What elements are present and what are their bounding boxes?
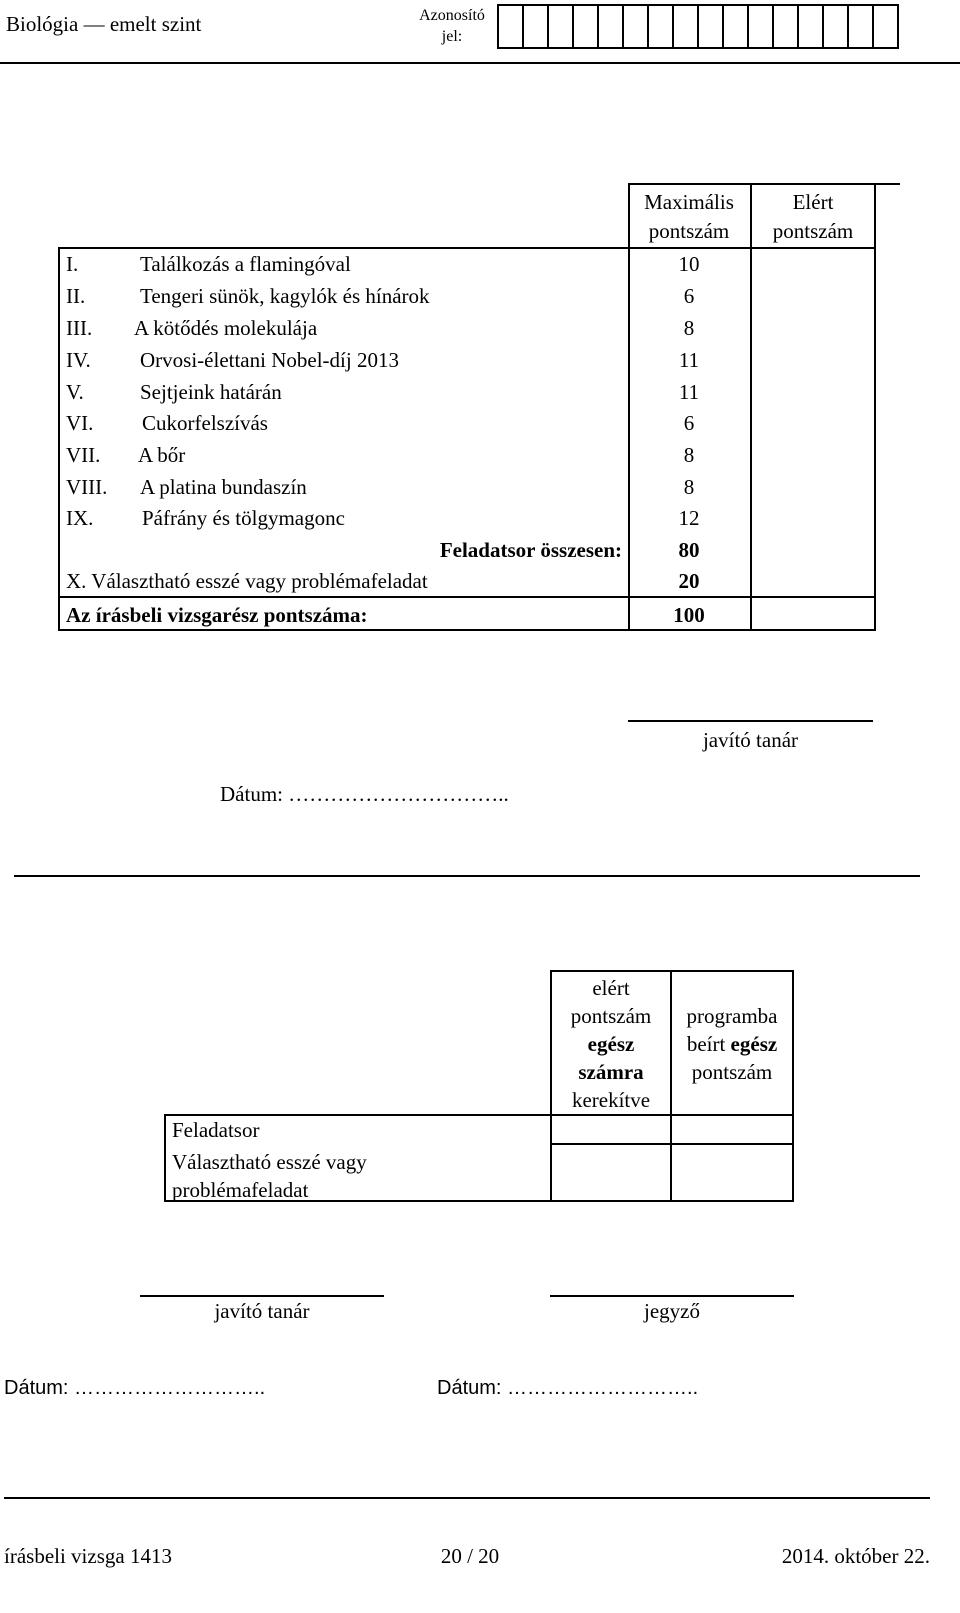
id-label-line2: jel:	[441, 28, 463, 45]
col-header-elert	[752, 188, 874, 246]
rounded-header-line1: elért	[592, 976, 630, 1000]
row-task-name: A platina bundaszín	[140, 475, 307, 499]
signature-line	[140, 1295, 384, 1297]
date-label: Dátum:	[4, 1377, 69, 1399]
id-box[interactable]	[822, 4, 849, 49]
id-code-boxes	[497, 4, 897, 49]
date-label: Dátum:	[220, 782, 283, 806]
col-header-max-line2: pontszám	[648, 219, 730, 243]
row-number: I.	[66, 252, 79, 276]
row-task-name: Páfrány és tölgymagonc	[142, 506, 345, 530]
row-task-name: A kötődés molekulája	[134, 316, 318, 340]
header-bottom-border	[58, 247, 876, 249]
header-title: Biológia — emelt szint	[6, 12, 202, 36]
id-box[interactable]	[872, 4, 899, 49]
row-task-name: Cukorfelszívás	[142, 411, 268, 435]
col-divider-max	[628, 183, 630, 631]
row-max-points: 6	[683, 284, 695, 308]
row-max-points: 11	[678, 380, 700, 404]
id-box[interactable]	[697, 4, 724, 49]
program-header-line1: programba	[686, 1004, 778, 1028]
essay-value: 20	[678, 569, 700, 593]
id-box[interactable]	[722, 4, 749, 49]
id-box[interactable]	[797, 4, 824, 49]
program-header-line3: pontszám	[691, 1060, 773, 1084]
footer-date: 2014. október 22.	[781, 1544, 930, 1568]
rounded-header-line4: számra	[578, 1060, 644, 1084]
date-dots: …………………………..	[288, 782, 509, 806]
subtotal-label: Feladatsor összesen:	[439, 538, 622, 562]
id-box[interactable]	[572, 4, 599, 49]
row-number: III.	[66, 316, 93, 340]
row-task-name: Tengeri sünök, kagylók és hínárok	[140, 284, 430, 308]
row-label-essay	[172, 1148, 367, 1204]
section-divider	[14, 875, 920, 877]
row-max-points: 8	[683, 316, 695, 340]
table-right-border	[874, 247, 876, 631]
program-header-text	[670, 1002, 794, 1086]
id-box[interactable]	[547, 4, 574, 49]
id-box[interactable]	[522, 4, 549, 49]
signature-role-teacher: javító tanár	[214, 1299, 310, 1323]
row-max-points: 12	[678, 506, 700, 530]
table-left-border	[58, 247, 60, 631]
subtotal-value: 80	[678, 538, 700, 562]
id-box[interactable]	[672, 4, 699, 49]
row-task-name: Sejtjeink határán	[140, 380, 282, 404]
col-header-elert-line2: pontszám	[772, 219, 854, 243]
total-label: Az írásbeli vizsgarész pontszáma:	[66, 603, 368, 627]
footer-exam-code: írásbeli vizsga 1413	[4, 1544, 172, 1568]
row-max-points: 6	[683, 411, 695, 435]
row-number: II.	[66, 284, 86, 308]
signature-line	[550, 1295, 794, 1297]
row-max-points: 8	[683, 443, 695, 467]
date-dots: ………………………..	[74, 1377, 266, 1399]
date-line-left	[4, 1377, 265, 1400]
id-box[interactable]	[747, 4, 774, 49]
rounded-header-line5: kerekítve	[571, 1088, 651, 1112]
essay-label: X. Választható esszé vagy problémafeladat	[66, 569, 428, 593]
row-max-points: 11	[678, 348, 700, 372]
row-number: VII.	[66, 443, 101, 467]
date-line-right	[437, 1377, 698, 1400]
row-max-points: 8	[683, 475, 695, 499]
row-label-essay-line2: problémafeladat	[172, 1178, 309, 1202]
cell-program-essay[interactable]	[670, 1143, 794, 1202]
id-label	[410, 5, 494, 47]
elert-right-border	[874, 183, 876, 247]
row-number: IV.	[66, 348, 91, 372]
footer-rule	[4, 1497, 930, 1499]
row-label-feladatsor: Feladatsor	[172, 1118, 260, 1142]
row-number: VIII.	[66, 475, 108, 499]
footer-page-number: 20 / 20	[440, 1544, 500, 1568]
id-box[interactable]	[847, 4, 874, 49]
date-dots: ………………………..	[507, 1377, 699, 1399]
program-header-line2	[670, 1030, 794, 1058]
row-number: VI.	[66, 411, 94, 435]
row-max-points: 10	[678, 252, 700, 276]
rounded-header-text	[550, 974, 672, 1114]
rounded-header-line2: pontszám	[570, 1004, 652, 1028]
row-task-name: A bőr	[138, 443, 186, 467]
cell-rounded-essay[interactable]	[550, 1143, 672, 1202]
row-label-essay-line1: Választható esszé vagy	[172, 1150, 367, 1174]
cell-rounded-feladatsor[interactable]	[550, 1114, 672, 1145]
signature-role: javító tanár	[702, 728, 799, 752]
id-box[interactable]	[622, 4, 649, 49]
signature-line	[628, 720, 873, 722]
col-header-elert-line1: Elért	[792, 190, 834, 214]
total-value: 100	[673, 603, 705, 627]
signature-role-notary: jegyző	[644, 1299, 700, 1323]
header-rule	[0, 62, 960, 64]
program-header-line2-a: beírt	[686, 1032, 731, 1056]
row-task-name: Orvosi-élettani Nobel-díj 2013	[140, 348, 399, 372]
total-score-field[interactable]	[752, 598, 874, 629]
program-header-line2-b: egész	[730, 1032, 778, 1056]
table-bottom-border	[58, 629, 876, 631]
id-box[interactable]	[597, 4, 624, 49]
table-top-border	[628, 183, 900, 185]
row-number: V.	[66, 380, 84, 404]
col-divider-elert	[750, 183, 752, 631]
row-number: IX.	[66, 506, 94, 530]
id-box[interactable]	[497, 4, 524, 49]
col-header-max	[628, 188, 750, 246]
cell-program-feladatsor[interactable]	[670, 1114, 794, 1145]
id-label-line1: Azonosító	[419, 7, 485, 24]
col-header-max-line1: Maximális	[644, 190, 734, 214]
id-box[interactable]	[772, 4, 799, 49]
rounded-header-line3: egész	[587, 1032, 635, 1056]
date-label: Dátum:	[437, 1377, 502, 1399]
date-line	[220, 782, 509, 807]
row-task-name: Találkozás a flamingóval	[140, 252, 351, 276]
id-box[interactable]	[647, 4, 674, 49]
